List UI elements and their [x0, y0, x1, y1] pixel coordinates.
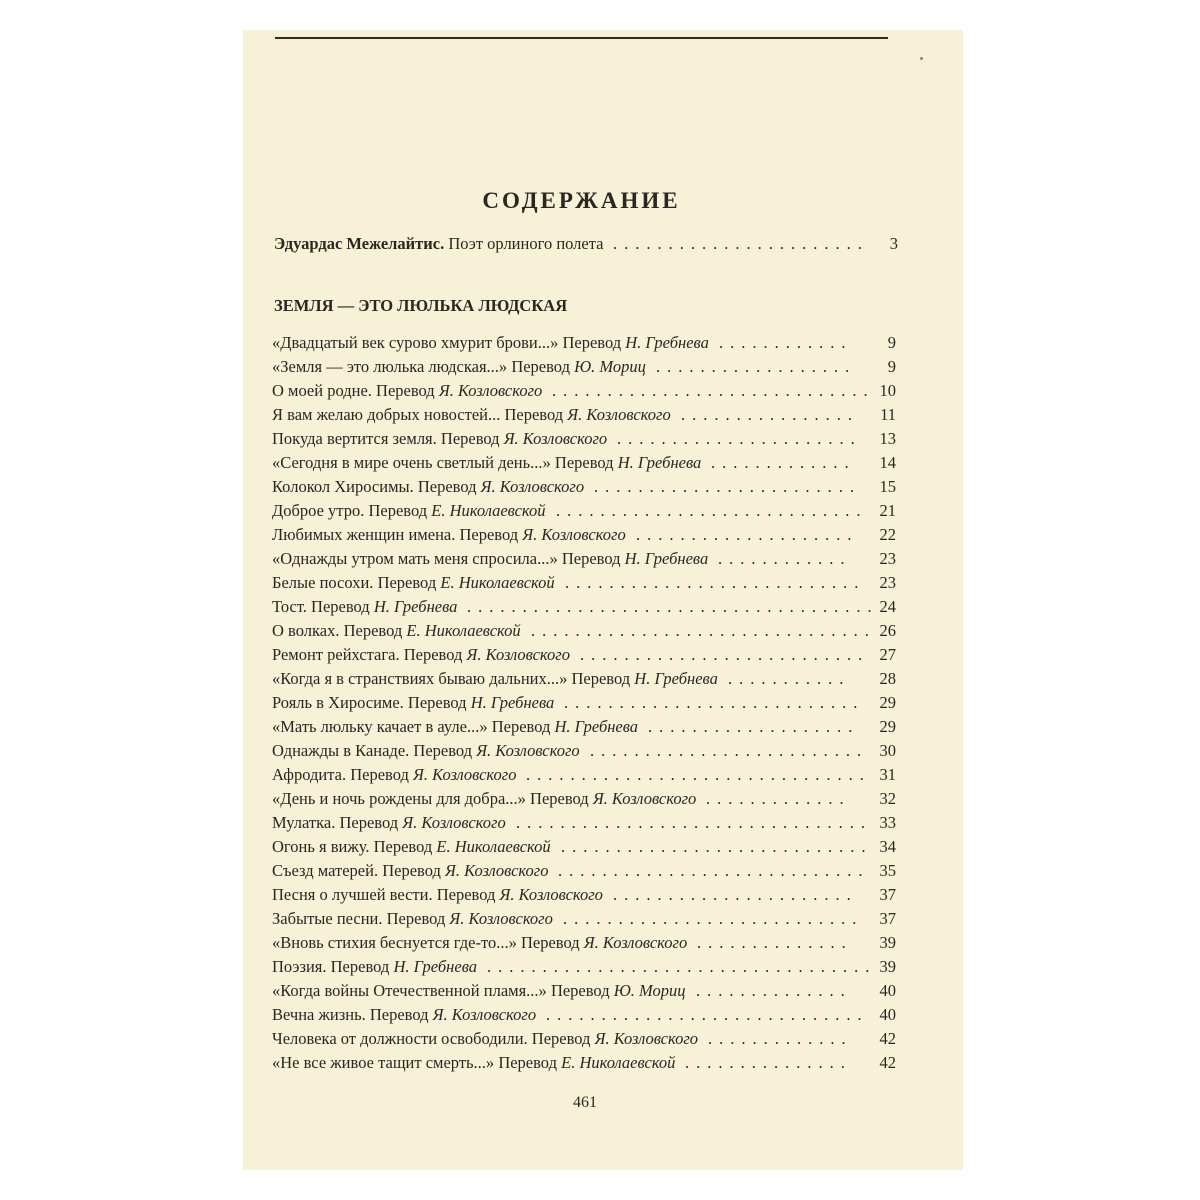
entry-title: Афродита. [272, 765, 347, 784]
entry-text [272, 933, 687, 952]
leader-dots: ............ [718, 549, 852, 568]
leader-dots: ............. [706, 789, 851, 808]
entry-title: «Не все живое тащит смерть...» [272, 1053, 495, 1072]
entry-translator: Ю. Мориц [613, 981, 686, 1000]
entry-title: Съезд матерей. [272, 861, 379, 880]
intro-text [274, 234, 603, 253]
leader-dots: ............................. [546, 1005, 869, 1024]
toc-entry [272, 1051, 902, 1075]
entry-title: Колокол Хиросимы. [272, 477, 414, 496]
entry-page-number: 21 [879, 501, 896, 520]
entry-translator: Я. Козловского [413, 765, 517, 784]
leader-dots: ............................... [531, 621, 876, 640]
toc-entry [272, 547, 902, 571]
entry-text [272, 861, 548, 880]
translation-label: Перевод [417, 477, 477, 496]
leader-dots: .................. [656, 357, 857, 376]
toc-entry [272, 715, 902, 739]
leader-dots: ......................... [590, 741, 869, 760]
leader-dots: ................... [648, 717, 860, 736]
toc-entry [272, 451, 902, 475]
entry-title: Я вам желаю добрых новостей... [272, 405, 501, 424]
entry-text [272, 1005, 536, 1024]
entry-translator: Я. Козловского [592, 789, 697, 808]
entry-page-number: 15 [879, 477, 896, 496]
entry-title: Песня о лучшей вести. [272, 885, 433, 904]
entry-page-number: 30 [879, 741, 896, 760]
translation-label: Перевод [440, 429, 500, 448]
toc-entry [272, 739, 902, 763]
translation-label: Перевод [311, 597, 370, 616]
entry-title: Забытые песни. [272, 909, 383, 928]
leader-dots: ........... [728, 669, 851, 688]
entry-text [272, 477, 584, 496]
entry-translator: Я. Козловского [402, 813, 506, 832]
toc-entry [272, 931, 902, 955]
entry-text [272, 429, 607, 448]
folio-page-number: 461 [573, 1094, 597, 1111]
toc-entry [272, 643, 902, 667]
entry-title: Доброе утро. [272, 501, 365, 520]
translation-label: Перевод [407, 693, 467, 712]
entry-translator: Н. Гребнева [625, 333, 709, 352]
entry-page-number: 22 [879, 525, 896, 544]
entry-text [272, 669, 718, 688]
entry-text [272, 765, 516, 784]
translation-label: Перевод [531, 1029, 591, 1048]
translation-label: Перевод [554, 453, 614, 472]
leader-dots: .............. [697, 933, 853, 952]
entry-title: Однажды в Канаде. [272, 741, 410, 760]
entry-text [272, 453, 701, 472]
entry-title: Человека от должности освободили. [272, 1029, 528, 1048]
translation-label: Перевод [386, 909, 446, 928]
entry-title: «Мать люльку качает в ауле...» [272, 717, 488, 736]
translation-label: Перевод [498, 1053, 557, 1072]
toc-entry [272, 379, 902, 403]
leader-dots: ............................... [526, 765, 871, 784]
toc-entry [272, 595, 902, 619]
entry-translator: Е. Николаевской [440, 573, 555, 592]
entry-translator: Я. Козловского [567, 405, 671, 424]
entry-translator: Н. Гребнева [634, 669, 718, 688]
entry-text [272, 837, 551, 856]
entry-translator: Н. Гребнева [554, 717, 639, 736]
leader-dots: .............. [696, 981, 852, 1000]
entry-translator: Е. Николаевской [436, 837, 551, 856]
entry-page-number: 9 [887, 357, 896, 376]
toc-entry [272, 691, 902, 715]
translation-label: Перевод [343, 621, 403, 640]
leader-dots: ....................... [613, 234, 869, 253]
entry-title: Огонь я вижу. [272, 837, 370, 856]
entry-text [272, 381, 542, 400]
translation-label: Перевод [459, 525, 519, 544]
leader-dots: ................ [681, 405, 859, 424]
toc-entry [272, 1027, 902, 1051]
leader-dots: ...................... [613, 885, 858, 904]
entry-title: Любимых женщин имена. [272, 525, 456, 544]
translation-label: Перевод [373, 837, 433, 856]
toc-entry [272, 763, 902, 787]
leader-dots: ........................... [564, 693, 865, 712]
translation-label: Перевод [561, 549, 621, 568]
translation-label: Перевод [339, 813, 399, 832]
entry-text [272, 1053, 675, 1072]
entry-translator: Я. Козловского [432, 1005, 537, 1024]
toc-entry [272, 331, 902, 355]
entry-title: «Когда войны Отечественной пламя...» [272, 981, 547, 1000]
toc-entry [272, 955, 902, 979]
translation-label: Перевод [403, 645, 463, 664]
entry-page-number: 26 [879, 621, 896, 640]
leader-dots: .................... [636, 525, 859, 544]
entry-page-number: 37 [879, 885, 896, 904]
intro-entry [274, 232, 904, 256]
entry-page-number: 33 [879, 813, 896, 832]
page-title: СОДЕРЖАНИЕ [482, 188, 681, 213]
leader-dots: ........................... [563, 909, 864, 928]
entry-page-number: 31 [879, 765, 896, 784]
entry-text [272, 357, 646, 376]
translation-label: Перевод [330, 957, 390, 976]
entry-title: «Сегодня в мире очень светлый день...» [272, 453, 551, 472]
leader-dots: ........................ [594, 477, 861, 496]
entry-text [272, 717, 638, 736]
entry-title: О волках. [272, 621, 340, 640]
entry-page-number: 40 [879, 1005, 896, 1024]
entry-text [272, 573, 555, 592]
entry-text [272, 789, 696, 808]
entry-translator: Я. Козловского [466, 645, 570, 664]
entry-title: Тост. [272, 597, 307, 616]
leader-dots: ............................. [552, 381, 875, 400]
entry-page-number: 23 [879, 573, 896, 592]
entry-title: О моей родне. [272, 381, 372, 400]
entry-text [272, 549, 708, 568]
translation-label: Перевод [368, 501, 428, 520]
entry-text [272, 405, 671, 424]
translation-label: Перевод [571, 669, 631, 688]
leader-dots: ............. [708, 1029, 853, 1048]
translation-label: Перевод [369, 1005, 429, 1024]
translation-label: Перевод [550, 981, 610, 1000]
entry-title: Поэзия. [272, 957, 327, 976]
leader-dots: ............... [685, 1053, 852, 1072]
entry-translator: Н. Гребнева [393, 957, 477, 976]
intro-title: Поэт орлиного полета [448, 234, 604, 253]
toc-entry [272, 667, 902, 691]
entry-page-number: 28 [879, 669, 896, 688]
toc-entry [272, 811, 902, 835]
entry-title: «Когда я в странствиях бываю дальних...» [272, 669, 568, 688]
leader-dots: ................................ [516, 813, 872, 832]
entry-text [272, 333, 709, 352]
entry-page-number: 23 [879, 549, 896, 568]
entry-page-number: 10 [879, 381, 896, 400]
entry-page-number: 29 [879, 717, 896, 736]
leader-dots: ................................... [487, 957, 877, 976]
entry-page-number: 42 [879, 1053, 896, 1072]
toc-entry [272, 979, 902, 1003]
leader-dots: ............ [719, 333, 853, 352]
toc-entry [272, 619, 902, 643]
entry-text [272, 813, 506, 832]
toc-entry [272, 427, 902, 451]
entry-title: Покуда вертится земля. [272, 429, 437, 448]
entry-translator: Я. Козловского [449, 909, 553, 928]
leader-dots: ..................................... [467, 597, 879, 616]
leader-dots: ............................ [561, 837, 873, 856]
translation-label: Перевод [530, 789, 589, 808]
entry-title: Рояль в Хиросиме. [272, 693, 404, 712]
translation-label: Перевод [511, 357, 570, 376]
entry-title: Вечна жизнь. [272, 1005, 366, 1024]
toc-entry [272, 787, 902, 811]
toc-entry [272, 523, 902, 547]
entry-page-number: 37 [879, 909, 896, 928]
entry-page-number: 11 [880, 405, 896, 424]
entry-page-number: 39 [879, 933, 896, 952]
leader-dots: ...................... [617, 429, 862, 448]
entry-title: «Вновь стихия беснуется где-то...» [272, 933, 517, 952]
toc-entry [272, 571, 902, 595]
entry-text [272, 1029, 698, 1048]
entry-text [272, 885, 603, 904]
entry-text [272, 501, 546, 520]
entry-translator: Я. Козловского [522, 525, 626, 544]
entry-title: «Однажды утром мать меня спросила...» [272, 549, 558, 568]
entry-translator: Н. Гребнева [617, 453, 702, 472]
toc-entry [272, 355, 902, 379]
entry-text [272, 597, 457, 616]
entry-page-number: 34 [879, 837, 896, 856]
entry-translator: Е. Николаевской [561, 1053, 676, 1072]
entry-translator: Я. Козловского [445, 861, 549, 880]
entry-translator: Н. Гребнева [624, 549, 709, 568]
entry-title: «День и ночь рождены для добра...» [272, 789, 526, 808]
top-rule [275, 37, 888, 39]
entry-text [272, 621, 521, 640]
toc-entry [272, 403, 902, 427]
intro-author: Эдуардас Межелайтис. [274, 234, 445, 253]
translation-label: Перевод [376, 381, 435, 400]
entry-title: «Двадцатый век сурово хмурит брови...» [272, 333, 559, 352]
entry-translator: Е. Николаевской [431, 501, 546, 520]
leader-dots: ............................ [556, 501, 868, 520]
translation-label: Перевод [491, 717, 551, 736]
entry-translator: Н. Гребнева [470, 693, 555, 712]
leader-dots: ........................... [565, 573, 866, 592]
toc-entry [272, 907, 902, 931]
entry-text [272, 525, 626, 544]
entry-page-number: 24 [879, 597, 896, 616]
toc-entry [272, 1003, 902, 1027]
entry-text [272, 741, 580, 760]
leader-dots: .......................... [580, 645, 870, 664]
entry-page-number: 35 [879, 861, 896, 880]
translation-label: Перевод [520, 933, 580, 952]
entry-translator: Ю. Мориц [574, 357, 646, 376]
entry-title: Мулатка. [272, 813, 336, 832]
entry-page-number: 29 [879, 693, 896, 712]
translation-label: Перевод [562, 333, 622, 352]
translation-label: Перевод [350, 765, 409, 784]
toc-entry [272, 835, 902, 859]
leader-dots: ............. [711, 453, 856, 472]
entry-page-number: 14 [879, 453, 896, 472]
entry-title: Ремонт рейхстага. [272, 645, 400, 664]
section-title: ЗЕМЛЯ — ЭТО ЛЮЛЬКА ЛЮДСКАЯ [274, 296, 568, 315]
entry-text [272, 645, 570, 664]
entry-translator: Я. Козловского [499, 885, 603, 904]
toc-entry [272, 859, 902, 883]
leader-dots: ............................ [558, 861, 870, 880]
entry-page-number: 42 [879, 1029, 896, 1048]
entry-page-number: 13 [879, 429, 896, 448]
entry-translator: Я. Козловского [438, 381, 543, 400]
translation-label: Перевод [413, 741, 473, 760]
entry-text [272, 957, 477, 976]
entry-translator: Я. Козловского [583, 933, 688, 952]
entry-translator: Я. Козловского [476, 741, 580, 760]
entry-translator: Н. Гребнева [373, 597, 458, 616]
translation-label: Перевод [382, 861, 441, 880]
translation-label: Перевод [436, 885, 496, 904]
entry-page-number: 9 [887, 333, 896, 352]
entry-translator: Я. Козловского [503, 429, 608, 448]
translation-label: Перевод [504, 405, 564, 424]
entry-page-number: 32 [879, 789, 896, 808]
entry-text [272, 909, 553, 928]
toc-entry [272, 499, 902, 523]
entry-translator: Я. Козловского [594, 1029, 699, 1048]
entry-page-number: 40 [879, 981, 896, 1000]
entry-title: Белые посохи. [272, 573, 374, 592]
toc-entry [272, 883, 902, 907]
entry-text [272, 693, 554, 712]
entry-text [272, 981, 686, 1000]
intro-page-number: 3 [889, 234, 898, 253]
toc-entry [272, 475, 902, 499]
paper-speck [920, 57, 923, 60]
entry-translator: Е. Николаевской [406, 621, 521, 640]
entry-page-number: 39 [879, 957, 896, 976]
toc-list [272, 331, 902, 1075]
entry-translator: Я. Козловского [480, 477, 585, 496]
translation-label: Перевод [377, 573, 437, 592]
entry-title: «Земля — это люлька людская...» [272, 357, 508, 376]
entry-page-number: 27 [879, 645, 896, 664]
